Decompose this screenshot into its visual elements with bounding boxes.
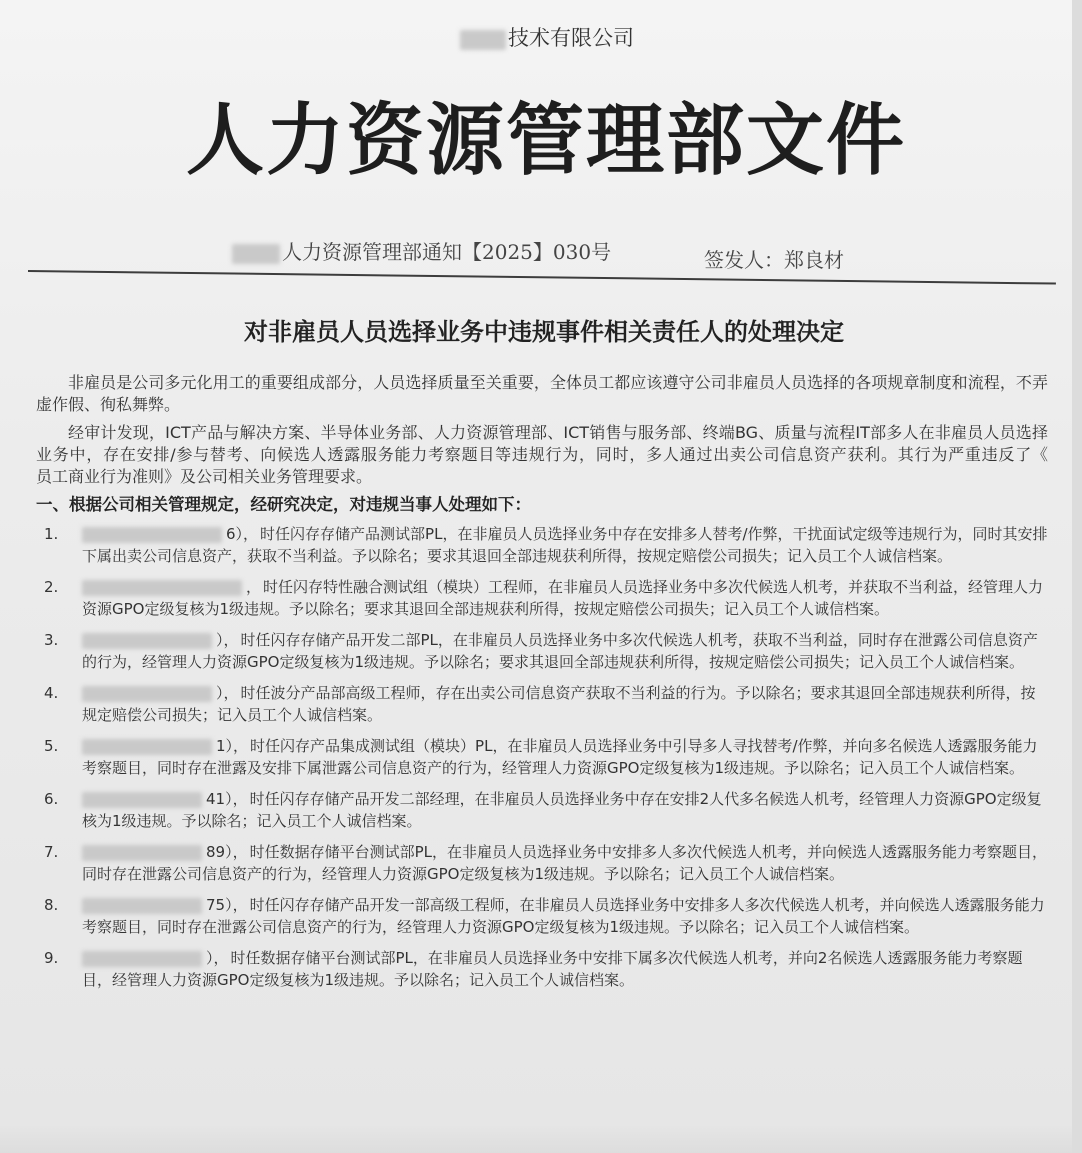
redacted-company-prefix	[460, 30, 506, 50]
item-number: 3.	[44, 631, 59, 649]
list-item	[36, 524, 1048, 567]
item-text: 时任数据存储平台测试部PL，在非雇员人员选择业务中安排多人多次代候选人机考，并向候选人透露服务能力考察题目，同时存在泄露公司信息资产的行为，经管理人力资源GPO定级复核为1级违规。予以除名；记入员工个人诚信档案。	[82, 843, 1048, 883]
section-heading: 一、根据公司相关管理规定，经研究决定，对违规当事人处理如下：	[36, 495, 531, 514]
item-number: 1.	[44, 525, 59, 543]
item-number: 2.	[44, 578, 59, 596]
item-text: 时任闪存存储产品开发二部经理，在非雇员人员选择业务中存在安排2人代多名候选人机考，经管理人力资源GPO定级复核为1级违规。予以除名；记入员工个人诚信档案。	[82, 790, 1042, 830]
item-text: 时任闪存特性融合测试组（模块）工程师，在非雇员人员选择业务中多次代候选人机考，并获取不当利益，经管理人力资源GPO定级复核为1级违规。予以除名；要求其退回全部违规获利所得，按规定赔偿公司损失；记入员工个人诚信档案。	[82, 578, 1044, 618]
item-id-suffix: ），	[206, 949, 229, 967]
document-body	[36, 372, 1081, 1001]
redacted-name	[82, 792, 202, 808]
list-item	[36, 842, 1048, 885]
redacted-name	[82, 527, 222, 543]
audit-paragraph: 经审计发现，ICT产品与解决方案、半导体业务部、人力资源管理部、ICT销售与服务部、终端BG、质量与流程IT部多人在非雇员人员选择业务中，存在安排/参与替考、向候选人透露服务能力考察题目等违规行为，同时，多人通过出卖公司信息资产获利。其行为严重违反了《 员工商业行为准则》及公司相关业务管理要求。	[36, 423, 1081, 486]
company-name	[460, 22, 634, 52]
item-id-suffix: 6），	[226, 525, 259, 543]
item-text: 时任闪存产品集成测试组（模块）PL，在非雇员人员选择业务中引导多人寻找替考/作弊，并向多名候选人透露服务能力考察题目，同时存在泄露及安排下属泄露公司信息资产的行为，经管理人力资源GPO定级复核为1级违规。予以除名；记入员工个人诚信档案。	[82, 737, 1038, 777]
item-id-suffix: 89），	[206, 843, 248, 861]
photo-edge-shadow	[0, 1123, 1072, 1153]
redacted-name	[82, 686, 212, 702]
item-number: 4.	[44, 684, 59, 702]
list-item	[36, 577, 1048, 620]
item-id-suffix: ），	[216, 684, 239, 702]
item-text: 时任闪存存储产品测试部PL，在非雇员人员选择业务中存在安排多人替考/作弊，干扰面试定级等违规行为，同时其安排下属出卖公司信息资产，获取不当利益。予以除名；要求其退回全部违规获利所得，按规定赔偿公司损失；记入员工个人诚信档案。	[82, 525, 1048, 565]
item-number: 8.	[44, 896, 59, 914]
item-number: 6.	[44, 790, 59, 808]
redacted-name	[82, 739, 212, 755]
item-id-suffix: 75），	[206, 896, 248, 914]
intro-paragraph: 非雇员是公司多元化用工的重要组成部分，人员选择质量至关重要，全体员工都应该遵守公司非雇员人员选择的各项规章制度和流程，不弄虚作假、徇私舞弊。	[36, 373, 1048, 414]
issuer: 签发人：郑良材	[704, 248, 844, 272]
redacted-name	[82, 633, 212, 649]
item-text: 时任数据存储平台测试部PL，在非雇员人员选择业务中安排下属多次代候选人机考，并向2名候选人透露服务能力考察题目，经管理人力资源GPO定级复核为1级违规。予以除名；记入员工个人诚信档案。	[82, 949, 1023, 989]
item-id-suffix: 41），	[206, 790, 248, 808]
redacted-name	[82, 898, 202, 914]
document-number	[232, 236, 611, 265]
item-number: 5.	[44, 737, 59, 755]
company-name-suffix: 技术有限公司	[508, 26, 634, 50]
redacted-name	[82, 845, 202, 861]
penalty-list	[36, 524, 1048, 991]
redacted-doc-prefix	[232, 244, 280, 264]
header-divider	[28, 270, 1056, 285]
item-id-suffix: ，	[246, 578, 262, 596]
list-item	[36, 948, 1048, 991]
list-item	[36, 736, 1048, 779]
list-item	[36, 630, 1048, 673]
list-item	[36, 895, 1048, 938]
document-number-text: 人力资源管理部通知【2025】030号	[282, 240, 612, 264]
item-text: 时任波分产品部高级工程师，存在出卖公司信息资产获取不当利益的行为。予以除名；要求其退回全部违规获利所得，按规定赔偿公司损失；记入员工个人诚信档案。	[82, 684, 1036, 724]
document-title: 人力资源管理部文件	[185, 96, 906, 186]
list-item	[36, 683, 1048, 726]
redacted-name	[82, 951, 202, 967]
redacted-name	[82, 580, 242, 596]
list-item	[36, 789, 1048, 832]
item-text: 时任闪存存储产品开发二部PL，在非雇员人员选择业务中多次代候选人机考，获取不当利益，同时存在泄露公司信息资产的行为，经管理人力资源GPO定级复核为1级违规。予以除名；要求其退回全部违规获利所得，按规定赔偿公司损失；记入员工个人诚信档案。	[82, 631, 1038, 671]
item-text: 时任闪存存储产品开发一部高级工程师，在非雇员人员选择业务中安排多人多次代候选人机考，并向候选人透露服务能力考察题目，同时存在泄露公司信息资产的行为，经管理人力资源GPO定级复核为1级违规。予以除名；记入员工个人诚信档案。	[82, 896, 1045, 936]
item-number: 7.	[44, 843, 59, 861]
item-id-suffix: 1），	[216, 737, 249, 755]
item-number: 9.	[44, 949, 59, 967]
item-id-suffix: ），	[216, 631, 239, 649]
decision-title: 对非雇员人员选择业务中违规事件相关责任人的处理决定	[244, 318, 844, 346]
